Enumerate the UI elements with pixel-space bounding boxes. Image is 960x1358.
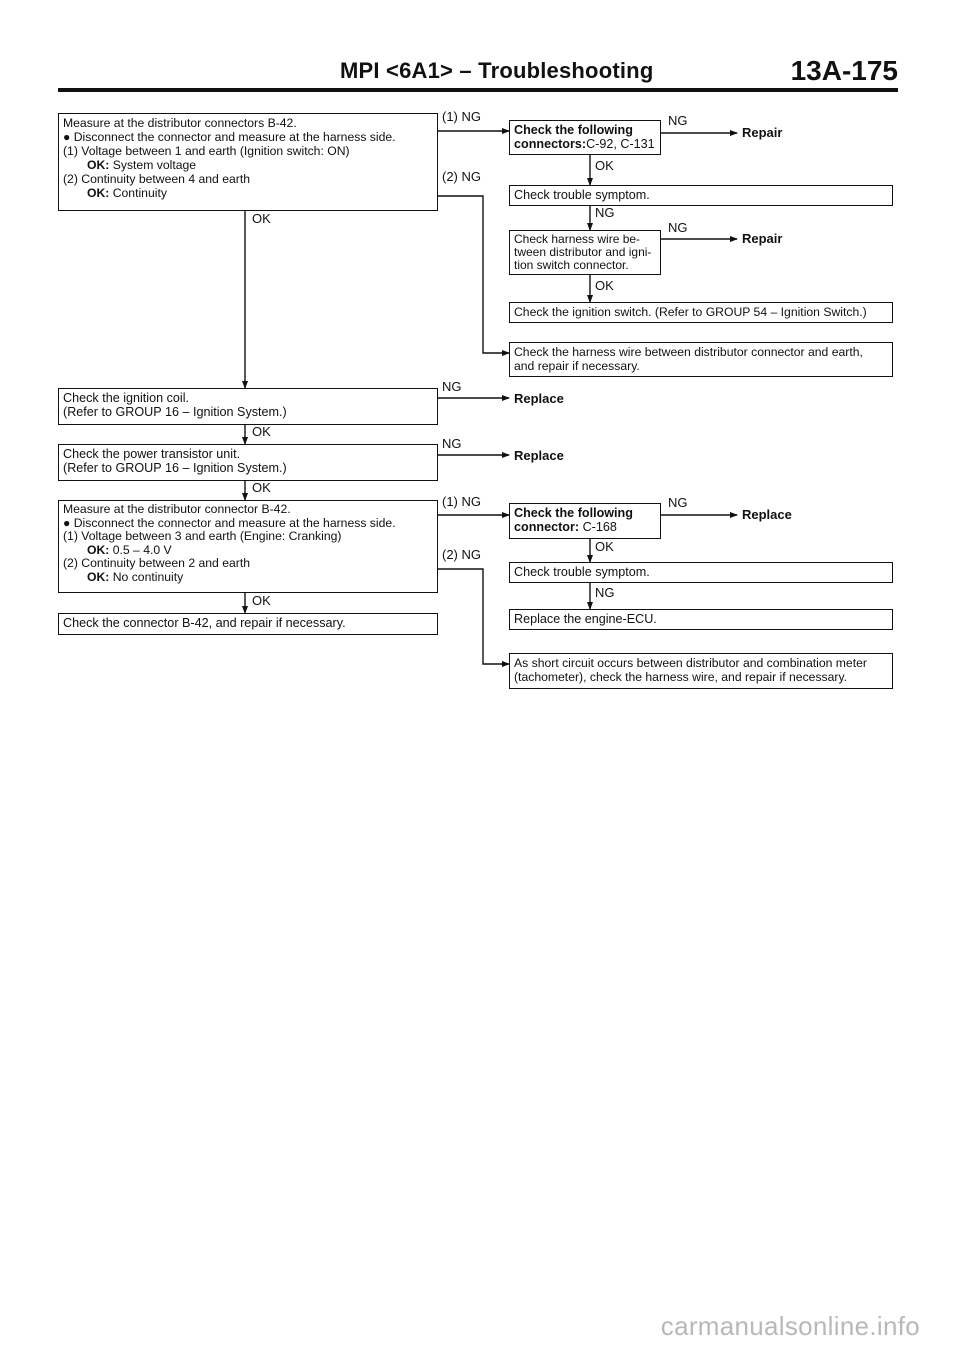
check-harness-ignition-box bbox=[509, 230, 661, 275]
check-ignition-switch-box bbox=[509, 302, 893, 323]
line-m2-ng2 bbox=[437, 569, 509, 664]
check-connector-c168-box bbox=[509, 503, 661, 539]
label-ng-m2-2: (2) NG bbox=[442, 547, 481, 562]
box-text: (2) Continuity between 4 and earth bbox=[63, 172, 250, 186]
ok-value: No continuity bbox=[109, 569, 184, 584]
box-text: As short circuit occurs between distributor and combination meter bbox=[514, 656, 867, 670]
box-text: tion switch connector. bbox=[514, 258, 629, 272]
box-text: connector: bbox=[514, 520, 580, 534]
check-harness-earth-box bbox=[509, 342, 893, 377]
measure-distributor-b42-box bbox=[58, 113, 438, 211]
box-text: Check trouble symptom. bbox=[514, 188, 650, 202]
check-connector-b42-box bbox=[58, 613, 438, 635]
box-text: (Refer to GROUP 16 – Ignition System.) bbox=[63, 461, 287, 475]
ok-value: System voltage bbox=[109, 158, 197, 172]
box-text: Check the harness wire between distributor connector and earth, bbox=[514, 345, 863, 359]
box-text: (1) Voltage between 1 and earth (Ignition switch: ON) bbox=[63, 144, 350, 158]
check-power-transistor-box bbox=[58, 444, 438, 481]
short-circuit-box bbox=[509, 653, 893, 689]
check-ignition-coil-box bbox=[58, 388, 438, 425]
result-replace-coil: Replace bbox=[514, 391, 564, 406]
label-ng-trouble1: NG bbox=[595, 205, 615, 220]
watermark: carmanualsonline.info bbox=[660, 1311, 920, 1341]
page-number: 13A-175 bbox=[790, 55, 898, 86]
ok-key: OK: bbox=[87, 158, 110, 172]
box-text: Check harness wire be- bbox=[514, 232, 641, 246]
ok-value: 0.5 – 4.0 V bbox=[109, 542, 172, 557]
label-ng-1: (1) NG bbox=[442, 109, 481, 124]
measure-distributor-b42-box-2 bbox=[58, 500, 438, 593]
label-ok-conn1: OK bbox=[595, 158, 614, 173]
box-text: (Refer to GROUP 16 – Ignition System.) bbox=[63, 405, 287, 419]
replace-engine-ecu-box bbox=[509, 609, 893, 630]
box-text: connectors: bbox=[514, 137, 587, 151]
box-text: ● Disconnect the connector and measure at the harness side. bbox=[63, 515, 396, 530]
ok-value: Continuity bbox=[109, 186, 167, 200]
box-text: C-168 bbox=[579, 520, 617, 534]
box-text: Replace the engine-ECU. bbox=[514, 612, 657, 626]
result-replace-conn2: Replace bbox=[742, 507, 792, 522]
label-ng-harness: NG bbox=[668, 220, 688, 235]
box-text: Check the ignition switch. (Refer to GROUP 54 – Ignition Switch.) bbox=[514, 305, 867, 319]
label-ok-conn2: OK bbox=[595, 539, 614, 554]
box-text: ● Disconnect the connector and measure at the harness side. bbox=[63, 130, 396, 144]
box-text: Check the following bbox=[514, 123, 633, 137]
ok-key: OK: bbox=[87, 542, 110, 557]
box-text: tween distributor and igni- bbox=[514, 245, 652, 259]
box-text: (1) Voltage between 3 and earth (Engine: Cranking) bbox=[63, 529, 342, 543]
box-text: Check the following bbox=[514, 506, 633, 520]
page-title: MPI <6A1> – Troubleshooting bbox=[340, 58, 654, 83]
ok-key: OK: bbox=[87, 186, 110, 200]
check-trouble-symptom-box-1 bbox=[509, 185, 893, 206]
label-ng-conn1: NG bbox=[668, 113, 688, 128]
box-text: Check trouble symptom. bbox=[514, 565, 650, 579]
box-text: and repair if necessary. bbox=[514, 359, 640, 373]
box-text: (2) Continuity between 2 and earth bbox=[63, 556, 250, 570]
check-connectors-c92-box bbox=[509, 120, 661, 155]
label-ok-harness: OK bbox=[595, 278, 614, 293]
result-repair-1: Repair bbox=[742, 125, 783, 140]
box-text: (tachometer), check the harness wire, and repair if necessary. bbox=[514, 670, 848, 684]
box-text: Check the power transistor unit. bbox=[63, 447, 241, 461]
box-text: Check the connector B-42, and repair if necessary. bbox=[63, 616, 346, 630]
label-ok-measure1: OK bbox=[252, 211, 271, 226]
ok-key: OK: bbox=[87, 569, 110, 584]
label-ng-conn2: NG bbox=[668, 495, 688, 510]
line-m1-ng2 bbox=[437, 196, 509, 353]
label-ng-coil: NG bbox=[442, 379, 462, 394]
label-ng-pt: NG bbox=[442, 436, 462, 451]
label-ng-2: (2) NG bbox=[442, 169, 481, 184]
check-trouble-symptom-box-2 bbox=[509, 562, 893, 583]
result-replace-pt: Replace bbox=[514, 448, 564, 463]
box-text: C-92, C-131 bbox=[586, 137, 655, 151]
box-text: Check the ignition coil. bbox=[63, 391, 190, 405]
result-repair-2: Repair bbox=[742, 231, 783, 246]
label-ng-m2-1: (1) NG bbox=[442, 494, 481, 509]
label-ng-trouble2: NG bbox=[595, 585, 615, 600]
label-ok-coil: OK bbox=[252, 424, 271, 439]
label-ok-pt: OK bbox=[252, 480, 271, 495]
box-text: Measure at the distributor connector B-42. bbox=[63, 502, 291, 516]
box-text: Measure at the distributor connectors B-42. bbox=[63, 116, 297, 130]
label-ok-m2: OK bbox=[252, 593, 271, 608]
